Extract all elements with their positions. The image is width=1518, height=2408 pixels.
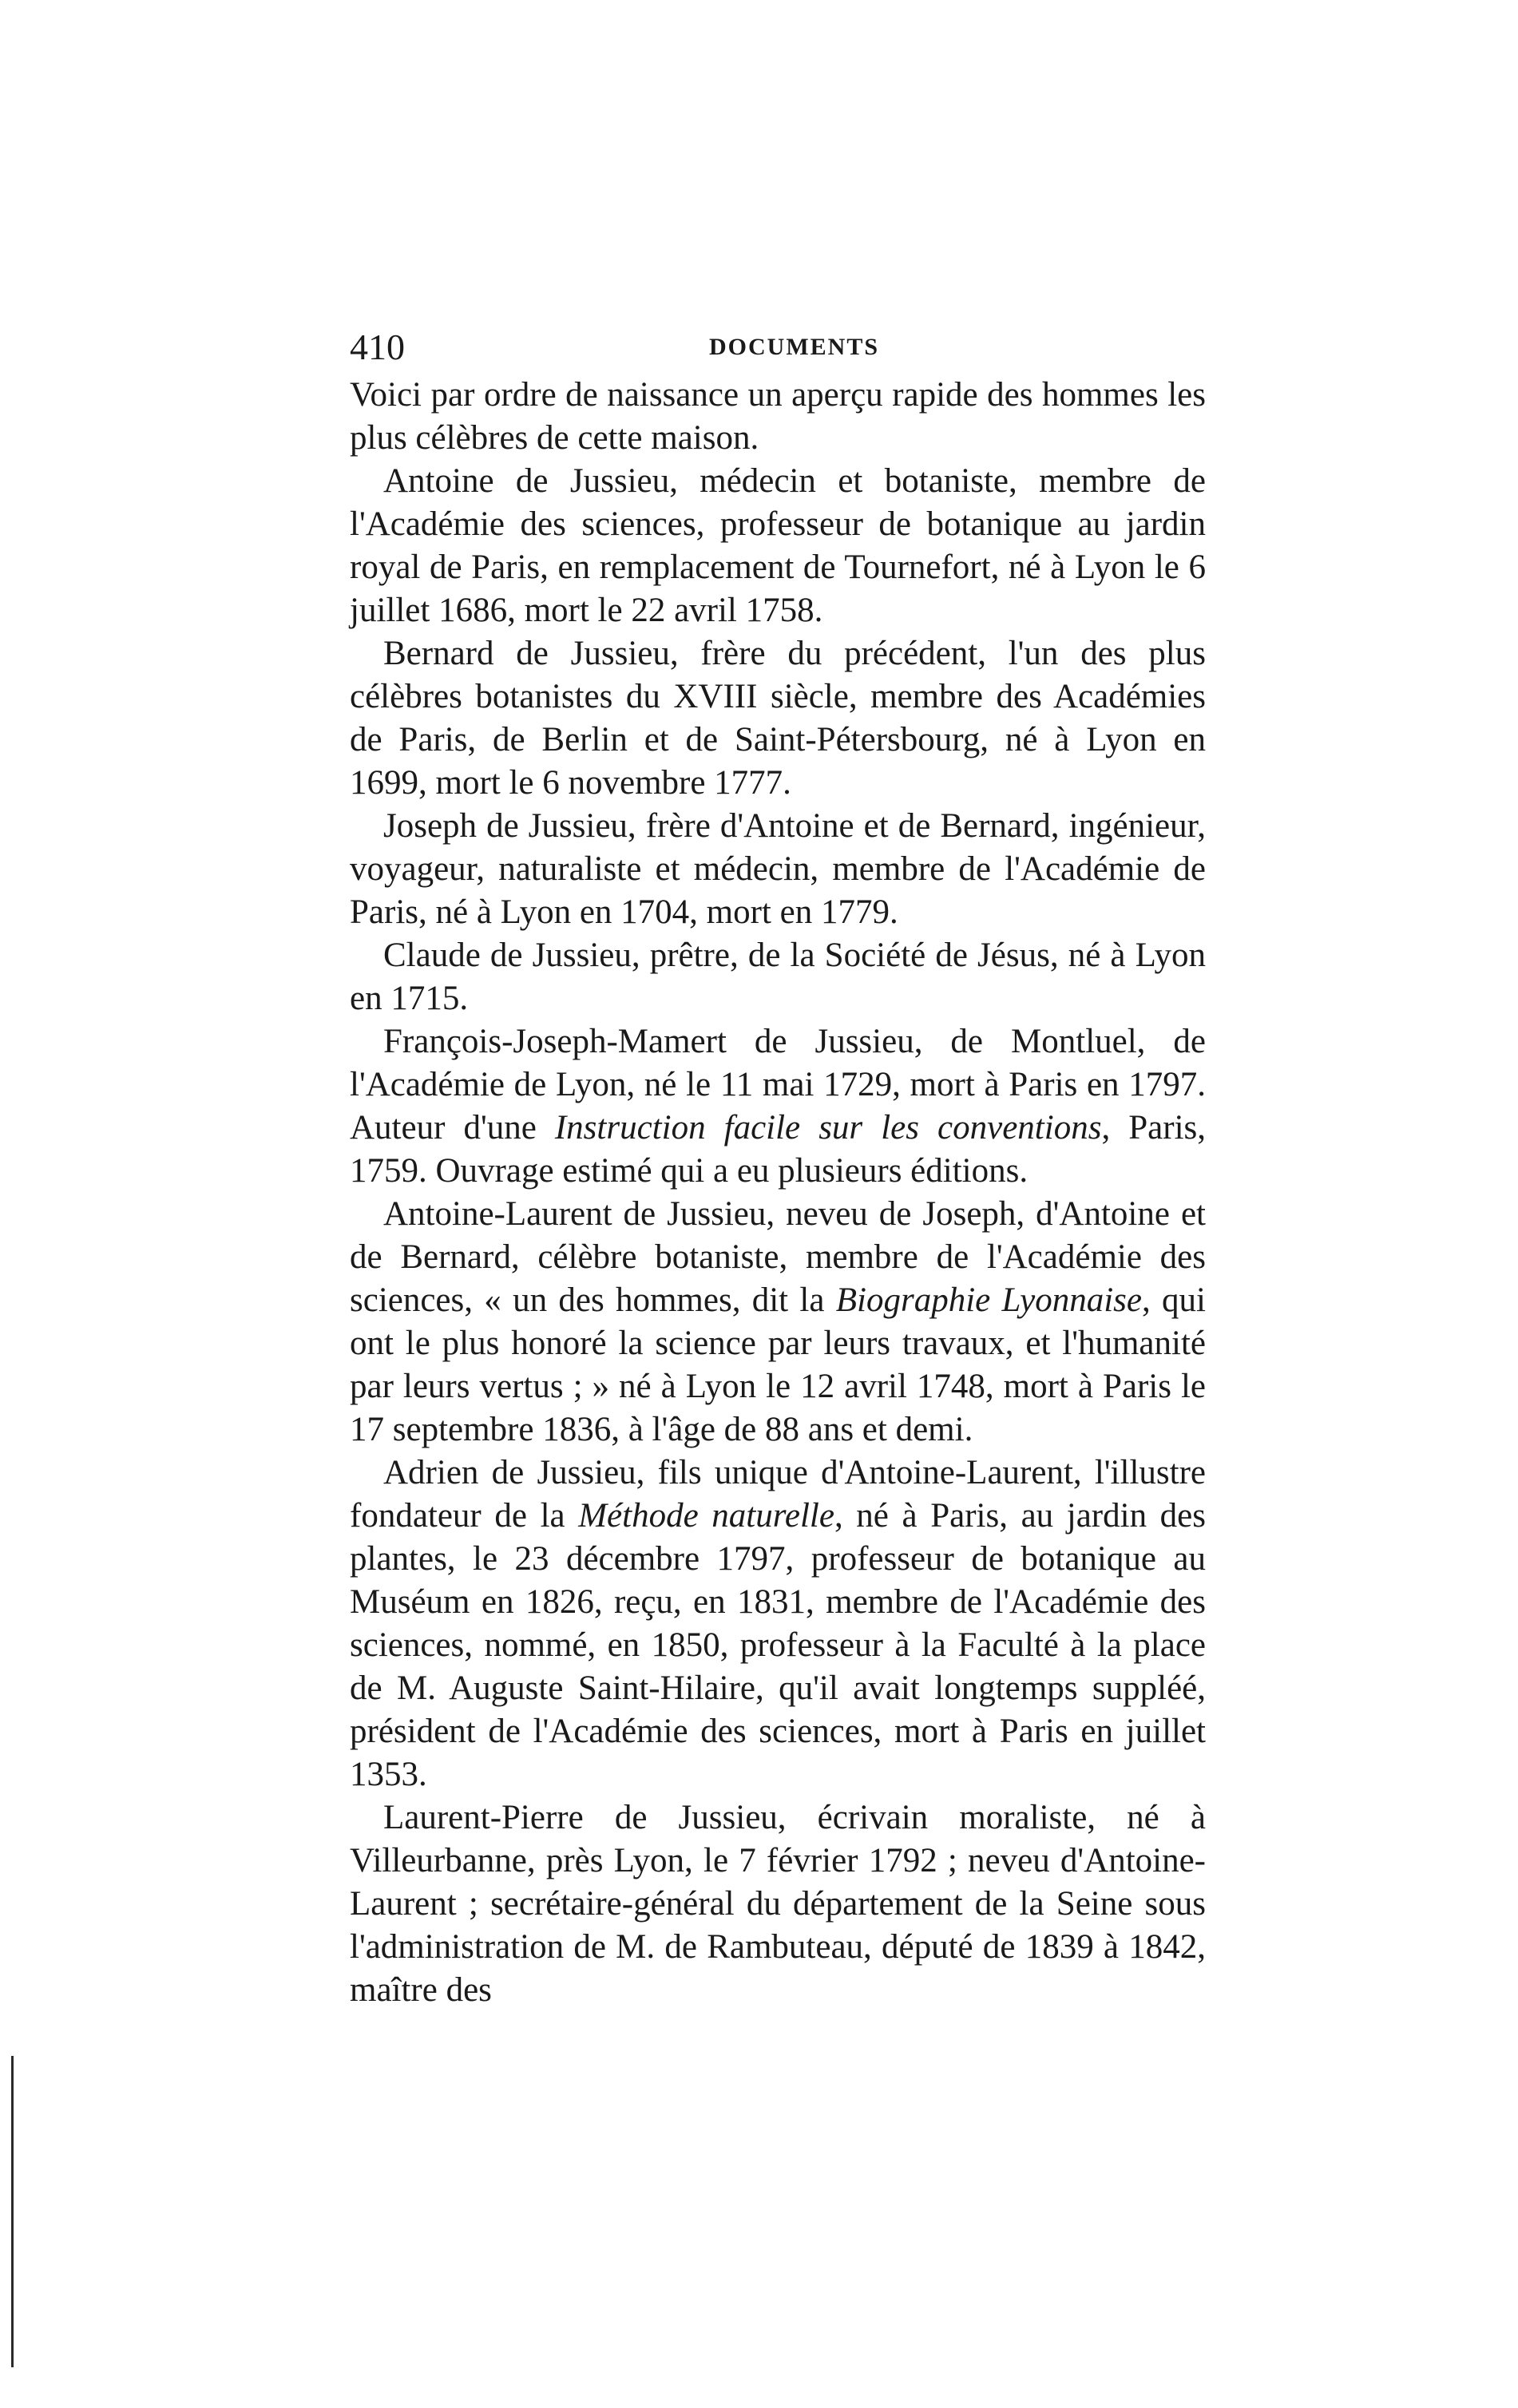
page-number: 410 bbox=[350, 327, 405, 367]
margin-scan-line bbox=[11, 2056, 14, 2367]
paragraph bbox=[350, 1452, 1206, 1796]
text-segment: , qui ont le plus honoré la science par leurs travaux, et l'humanité par leurs vertus ; » né à Lyon le 12 avril 1748, mort à Paris le 17 septembre 1836, à l'âge de 88 ans et demi. bbox=[350, 1281, 1207, 1448]
text-segment: , Paris, 1759. Ouvrage estimé qui a eu plusieurs éditions. bbox=[350, 1109, 1206, 1190]
paragraph bbox=[350, 374, 1206, 460]
text-segment: Claude de Jussieu, prêtre, de la Société de Jésus, né à Lyon en 1715. bbox=[350, 937, 1206, 1017]
text-segment: Antoine de Jussieu, médecin et botaniste, membre de l'Académie des sciences, professeur de botanique au jardin royal de Paris, en remplacement de Tournefort, né à Lyon le 6 juillet 1686, mort le 22 avril 1758. bbox=[350, 462, 1206, 629]
paragraph bbox=[350, 1193, 1206, 1452]
text-segment: Bernard de Jussieu, frère du précédent, l'un des plus célèbres botanistes du XVIII siècle, membre des Académies de Paris, de Berlin et de Saint-Pétersbourg, né à Lyon en 1699, mort le 6 novembre 1777. bbox=[350, 635, 1206, 802]
text-segment: Joseph de Jussieu, frère d'Antoine et de Bernard, ingénieur, voyageur, naturaliste et médecin, membre de l'Académie de Paris, né à Lyon en 1704, mort en 1779. bbox=[350, 807, 1206, 931]
italic-title: Biographie Lyonnaise bbox=[835, 1281, 1143, 1319]
paragraph bbox=[350, 1796, 1206, 2012]
paragraph bbox=[350, 1020, 1206, 1193]
text-segment: Laurent-Pierre de Jussieu, écrivain moraliste, né à Villeurbanne, près Lyon, le 7 février 1792 ; neveu d'Antoine-Laurent ; secrétaire-général du département de la Seine sous l'administration de M. de Rambuteau, député de 1839 à 1842, maître des bbox=[350, 1799, 1206, 2009]
paragraph bbox=[350, 460, 1206, 632]
paragraph bbox=[350, 934, 1206, 1020]
body-text bbox=[350, 374, 1206, 2012]
text-segment: , né à Paris, au jardin des plantes, le 23 décembre 1797, professeur de botanique au Muséum en 1826, reçu, en 1831, membre de l'Académie des sciences, nommé, en 1850, professeur à la Faculté à la place de M. Auguste Saint-Hilaire, qu'il avait longtemps suppléé, président de l'Académie des sciences, mort à Paris en juillet 1353. bbox=[350, 1497, 1207, 1793]
text-segment: Adrien de Jussieu, fils unique d'Antoine-Laurent, l'illustre fondateur de la bbox=[350, 1454, 1206, 1535]
text-segment: Antoine-Laurent de Jussieu, neveu de Joseph, d'Antoine et de Bernard, célèbre botaniste, membre de l'Académie des sciences, « un des hommes, dit la bbox=[350, 1195, 1206, 1319]
text-segment: François-Joseph-Mamert de Jussieu, de Montluel, de l'Académie de Lyon, né le 11 mai 1729, mort à Paris en 1797. Auteur d'une bbox=[350, 1023, 1206, 1147]
paragraph bbox=[350, 805, 1206, 934]
running-head: DOCUMENTS bbox=[709, 334, 880, 360]
paragraph bbox=[350, 632, 1206, 805]
italic-title: Instruction facile sur les conventions bbox=[554, 1109, 1102, 1147]
italic-title: Méthode naturelle bbox=[578, 1497, 834, 1535]
text-segment: Voici par ordre de naissance un aperçu rapide des hommes les plus célèbres de cette maison. bbox=[350, 376, 1206, 457]
